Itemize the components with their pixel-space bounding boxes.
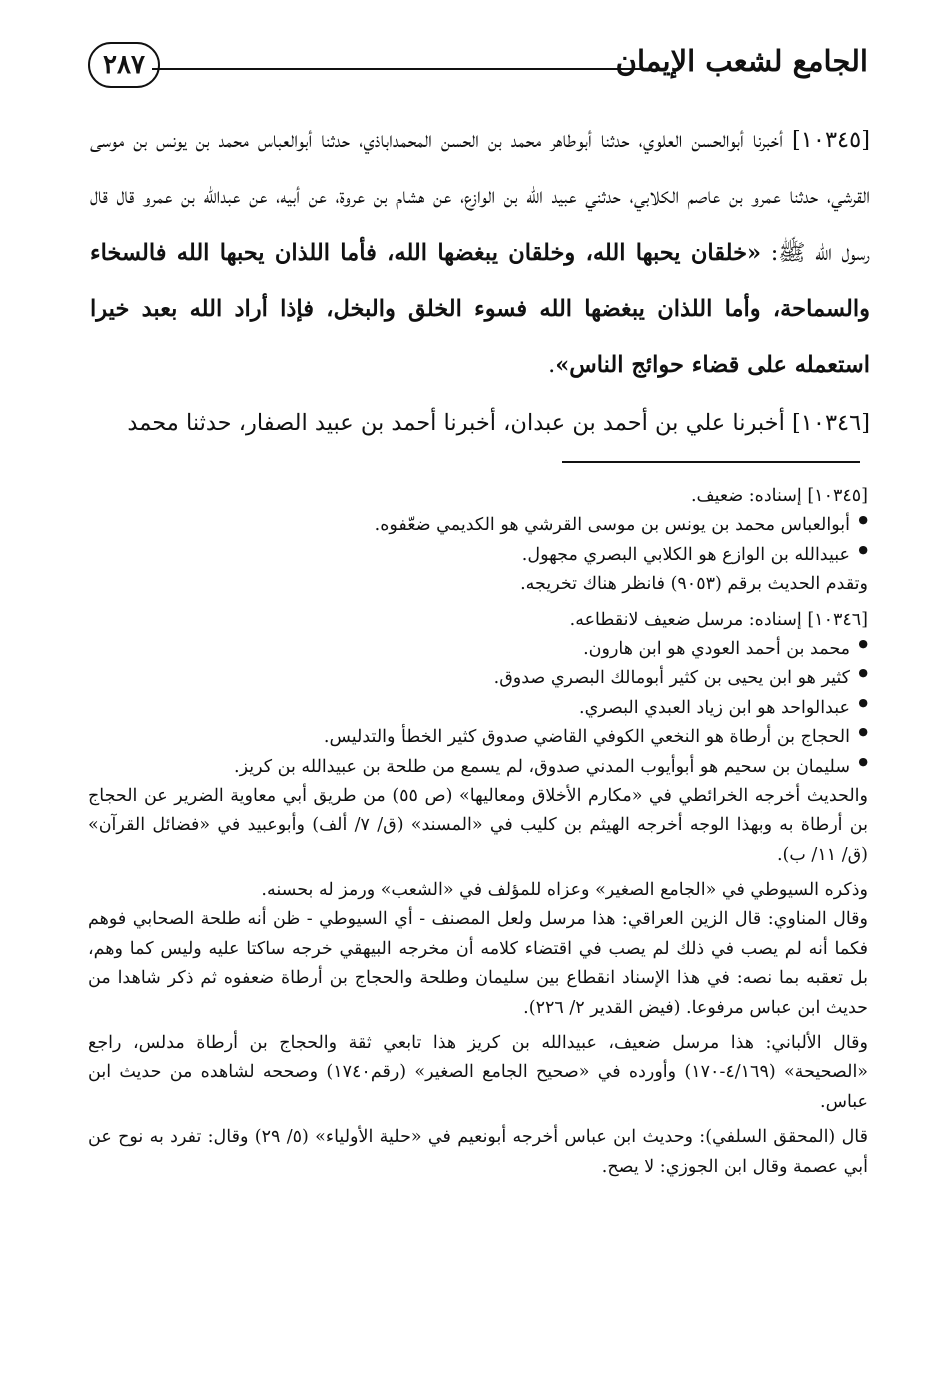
hadith-10346: [١٠٣٤٦] أخبرنا علي بن أحمد بن عبدان، أخبرنا أحمد بن عبيد الصفار، حدثنا محمد [127,410,870,437]
hadith-10345 [90,112,870,393]
list-item: ● أبوالعباس محمد بن يونس بن موسى القرشي هو الكديمي ضعّفوه. [88,511,854,540]
note-10346-suyuti: وذكره السيوطي في «الجامع الصغير» وعزاه للمؤلف في «الشعب» ورمز له بحسنه. [261,880,868,901]
page-number: ٢٨٧ [88,42,160,88]
note-10346-munawi: وقال المناوي: قال الزين العراقي: هذا مرسل ولعل المصنف - أي السيوطي - ظن أنه طلحة الصحابي فوهم فكما أنه لم يصب في ذلك لم يصب في اقتضاء كلامه أن مخرجه البيهقي خرجه ساكتا عليه وليس كما وهم، بل تعقبه بما نصه: في هذا الإسناد انقطاع بين سليمان وطلحة والحجاج بن أرطاة ضعفوه ثم ذكر شاهدا من حديث ابن عباس مرفوعا. (فيض القدير ٢/ ٢٢٦). [88,909,868,1018]
list-item: ● عبدالواحد هو ابن زياد العبدي البصري. [88,694,854,723]
list-item: ● سليمان بن سحيم هو أبوأيوب المدني صدوق، لم يسمع من طلحة بن عبيدالله بن كريز. [88,753,854,782]
main-text [90,112,870,452]
list-item: ● عبيدالله بن الوازع هو الكلابي البصري مجهول. [88,541,854,570]
note-10345-heading: [١٠٣٤٥] إسناده: ضعيف. [690,486,868,506]
hadith-10345-matn: «خلقان يحبها الله، وخلقان يبغضها الله، فأما اللذان يحبها الله فالسخاء والسماحة، وأما اللذان يبغضها الله فسوء الخلق والبخل، فإذا أراد الله بعبد خيرا استعمله على قضاء حوائج الناس» [90,239,870,378]
note-10346-list [88,635,868,782]
note-10346-salafi: قال (المحقق السلفي): وحديث ابن عباس أخرجه أبونعيم في «حلية الأولياء» (٥/ ٢٩) وقال: تفرد به نوح عن أبي عصمة وقال ابن الجوزي: لا يصح. [88,1127,868,1177]
note-10346-albani: وقال الألباني: هذا مرسل ضعيف، عبيدالله بن كريز هذا تابعي ثقة والحجاج بن أرطاة مدلس، راجع «الصحيحة» (٤/١٦٩-١٧٠) وأورده في «صحيح الجامع الصغير» (رقم١٧٤٠) وصححه لشاهده من حديث ابن عباس. [88,1033,869,1112]
page-header [88,28,868,100]
hadith-10345-end: . [548,352,556,378]
list-item: ● محمد بن أحمد العودي هو ابن هارون. [88,635,854,664]
list-item: ● كثير هو ابن يحيى بن كثير أبومالك البصري صدوق. [88,664,854,693]
header-rule [152,68,650,70]
footnote-divider [562,461,860,463]
footnotes [88,482,868,1182]
list-item: ● الحجاج بن أرطاة هو النخعي الكوفي القاضي صدوق كثير الخطأ والتدليس. [88,723,854,752]
note-10346-takhrij: والحديث أخرجه الخرائطي في «مكارم الأخلاق ومعاليها» (ص ٥٥) من طريق أبي معاوية الضرير عن الحجاج بن أرطاة به وبهذا الوجه أخرجه الهيثم بن كليب في «المسند» (ق/ ٧/ ألف) وأبوعبيد في «فضائل القرآن» (ق/ ١١/ ب). [88,785,868,865]
note-10346-heading: [١٠٣٤٦] إسناده: مرسل ضعيف لانقطاعه. [569,609,868,630]
hadith-10345-isnad: [١٠٣٤٥] أخبرنا أبوالحسن العلوي، حدثنا أبوطاهر محمد بن الحسن المحمداباذي، حدثنا أبوالعباس محمد بن يونس بن موسى القرشي، حدثنا عمرو بن عاصم الكلابي، حدثني عبيد الله بن الوازع، عن هشام بن عروة، عن أبيه، عن عبدالله بن عمرو قال قال رسول الله ﷺ: [90,127,870,266]
note-10345-reference: وتقدم الحديث برقم (٩٠٥٣) فانظر هناك تخريجه. [520,574,868,595]
note-10345-list [88,511,868,570]
running-title: الجامع لشعب الإيمان [615,44,868,78]
